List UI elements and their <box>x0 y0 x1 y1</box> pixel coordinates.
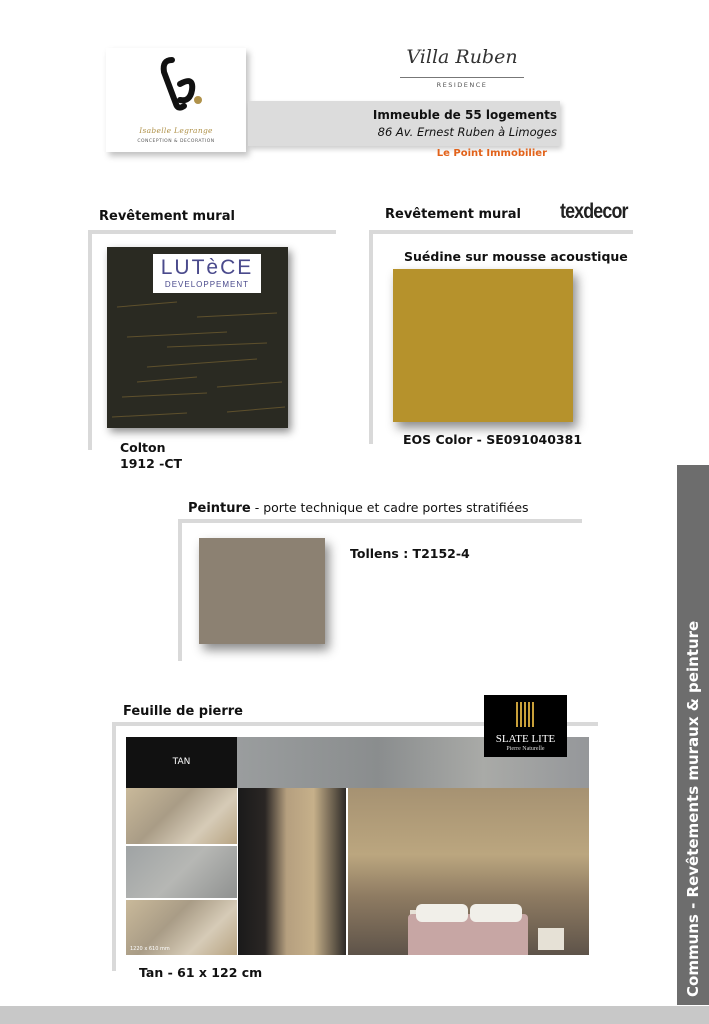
paint-title <box>188 500 529 516</box>
stone-tile-label-box <box>126 737 237 788</box>
stone-sample-2 <box>126 846 237 898</box>
wall1-ref-code: 1912 -CT <box>120 456 183 471</box>
wall2-subtitle: Suédine sur mousse acoustique <box>404 249 628 264</box>
lutece-sub: DEVELOPPEMENT <box>164 280 250 289</box>
agency-name: Le Point Immobilier <box>436 148 547 159</box>
slate-lite-sub: Pierre Naturelle <box>506 746 545 752</box>
project-type: RESIDENCE <box>436 81 488 89</box>
wall1-ref-name: Colton <box>120 440 166 455</box>
designer-logo <box>106 48 246 152</box>
designer-signature: Isabelle Legrange <box>139 126 213 135</box>
paint-title-rest: - porte technique et cadre portes stratifiées <box>250 500 529 515</box>
wall2-title: Revêtement mural <box>385 207 521 222</box>
paint-ref: Tollens : T2152-4 <box>350 546 470 561</box>
bedroom-photo <box>348 788 589 955</box>
wall1-swatch <box>107 247 288 428</box>
designer-monogram-icon <box>158 54 204 114</box>
paint-swatch <box>199 538 325 644</box>
wall2-swatch <box>393 269 573 422</box>
building-address: 86 Av. Ernest Ruben à Limoges <box>377 125 557 139</box>
bed <box>408 914 528 955</box>
designer-subtitle: CONCEPTION & DECORATION <box>137 139 215 144</box>
footer-bar <box>0 1006 709 1024</box>
project-divider <box>400 77 524 78</box>
wall2-ref: EOS Color - SE091040381 <box>403 432 583 447</box>
texdecor-logo: texdecor <box>560 200 628 223</box>
lutece-logo <box>153 254 261 293</box>
paint-title-bold: Peinture <box>188 501 251 516</box>
lutece-brand: LUTèCE <box>160 256 254 279</box>
building-description: Immeuble de 55 logements <box>372 108 557 122</box>
section-side-tab <box>677 465 709 1005</box>
slate-lite-mark-icon <box>516 702 534 727</box>
stone-caption: Tan - 61 x 122 cm <box>139 965 263 980</box>
stone-sample-1 <box>126 788 237 844</box>
lamp-right <box>538 928 564 950</box>
showroom-photo <box>238 788 346 955</box>
stone-tile-label: TAN <box>172 757 191 767</box>
wall1-title: Revêtement mural <box>99 209 235 224</box>
pillow-right <box>470 904 522 922</box>
slate-lite-logo <box>484 695 567 757</box>
slate-lite-name: SLATE LITE <box>495 733 556 745</box>
project-name: Villa Ruben <box>406 46 518 68</box>
section-side-tab-label: Communs - Revêtements muraux & peinture <box>684 620 702 997</box>
stone-title: Feuille de pierre <box>123 704 244 719</box>
stone-tile-size: 1220 x 610 mm <box>130 946 170 952</box>
pillow-left <box>416 904 468 922</box>
